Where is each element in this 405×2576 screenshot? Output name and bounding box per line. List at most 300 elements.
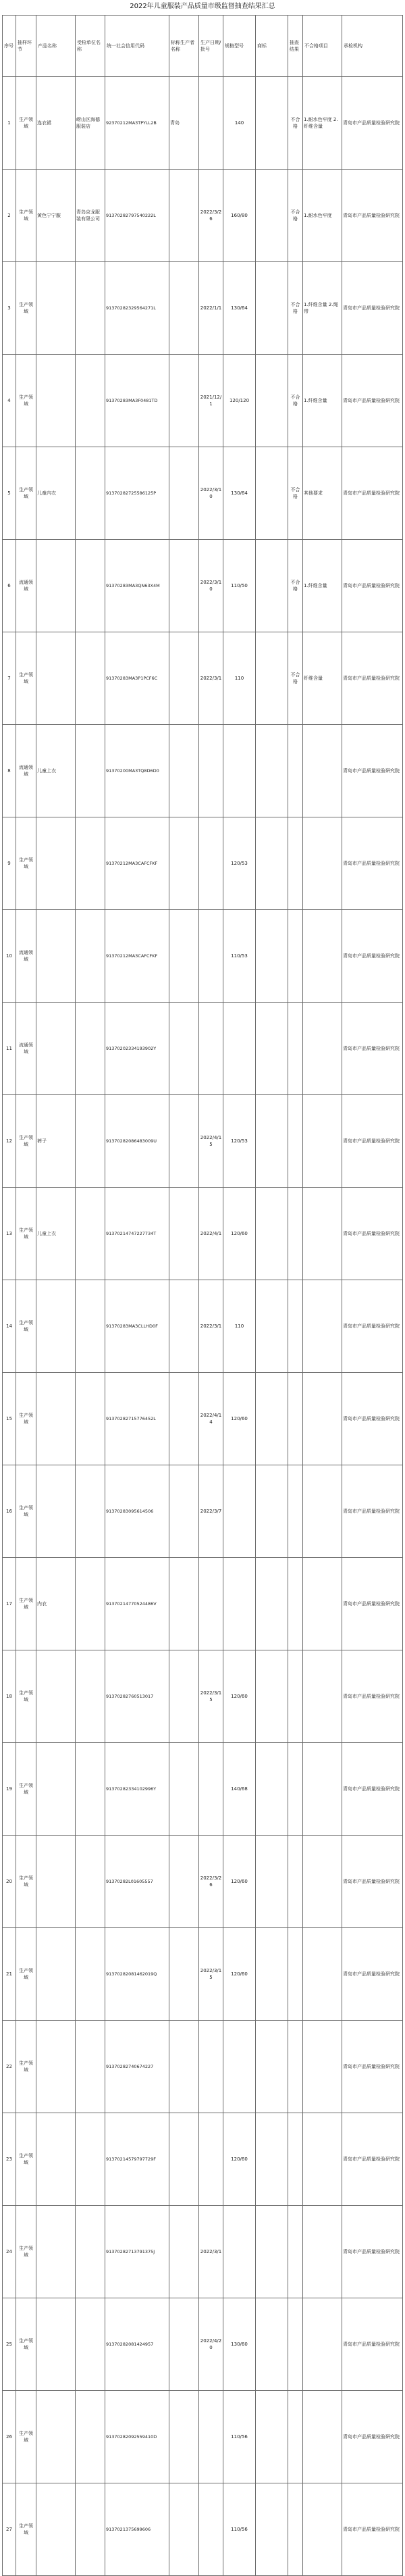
specification — [223, 1558, 256, 1650]
credit-code: 91370200MA3TQ8D6D0 — [105, 725, 169, 817]
trademark — [256, 2206, 288, 2298]
production-date: 2022/3/1 — [199, 632, 223, 725]
trademark — [256, 2021, 288, 2113]
testing-institution: 青岛市产品质量检验研究院 — [342, 77, 403, 170]
table-row — [3, 1465, 403, 1558]
nonconforming-items — [303, 1836, 342, 1928]
credit-code: 91370282092559410D — [105, 2391, 169, 2483]
nonconforming-items: 1.纤维含量 — [303, 355, 342, 447]
production-date — [199, 2391, 223, 2483]
table-row — [3, 1836, 403, 1928]
production-date: 2022/3/7 — [199, 1465, 223, 1558]
nonconforming-items — [303, 1743, 342, 1836]
testing-institution: 青岛市产品质量检验研究院 — [342, 2298, 403, 2391]
inspection-result — [288, 2113, 303, 2206]
sampling-stage: 流通领域 — [16, 725, 36, 817]
inspection-result — [288, 1650, 303, 1743]
nonconforming-items: 其他要求 — [303, 447, 342, 540]
trademark — [256, 2483, 288, 2576]
row-number: 7 — [3, 632, 16, 725]
credit-code: 91370212MA3CAFCFKF — [105, 910, 169, 1003]
inspection-result — [288, 2391, 303, 2483]
trademark — [256, 77, 288, 170]
production-date: 2022/4/20 — [199, 2298, 223, 2391]
inspected-company — [76, 1465, 105, 1558]
inspected-company — [76, 1373, 105, 1465]
production-date — [199, 2483, 223, 2576]
trademark — [256, 2391, 288, 2483]
inspected-company — [76, 1095, 105, 1188]
sampling-stage: 生产领域 — [16, 2483, 36, 2576]
product-name — [36, 262, 76, 355]
producer-name — [169, 1095, 199, 1188]
producer-name — [169, 1280, 199, 1373]
product-name — [36, 1280, 76, 1373]
testing-institution: 青岛市产品质量检验研究院 — [342, 632, 403, 725]
testing-institution: 青岛市产品质量检验研究院 — [342, 355, 403, 447]
nonconforming-items — [303, 1928, 342, 2021]
production-date — [199, 2113, 223, 2206]
nonconforming-items — [303, 1650, 342, 1743]
credit-code: 91370282L01605557 — [105, 1836, 169, 1928]
production-date: 2022/3/10 — [199, 540, 223, 632]
production-date: 2021/12/1 — [199, 355, 223, 447]
sampling-stage: 生产领域 — [16, 1928, 36, 2021]
nonconforming-items — [303, 2483, 342, 2576]
inspection-result: 不合格 — [288, 77, 303, 170]
table-row — [3, 447, 403, 540]
producer-name — [169, 170, 199, 262]
column-header: 产品名称 — [36, 16, 76, 77]
inspected-company — [76, 1003, 105, 1095]
inspected-company — [76, 1743, 105, 1836]
nonconforming-items: 纤维含量 — [303, 632, 342, 725]
inspection-result — [288, 2206, 303, 2298]
product-name — [36, 2391, 76, 2483]
testing-institution: 青岛市产品质量检验研究院 — [342, 2483, 403, 2576]
specification: 140/68 — [223, 1743, 256, 1836]
trademark — [256, 2298, 288, 2391]
row-number: 25 — [3, 2298, 16, 2391]
testing-institution: 青岛市产品质量检验研究院 — [342, 1928, 403, 2021]
nonconforming-items — [303, 2113, 342, 2206]
inspection-result: 不合格 — [288, 262, 303, 355]
inspection-result — [288, 910, 303, 1003]
producer-name — [169, 1188, 199, 1280]
production-date: 2022/1/1 — [199, 262, 223, 355]
product-name: 儿童上衣 — [36, 725, 76, 817]
inspected-company — [76, 1558, 105, 1650]
sampling-stage: 生产领域 — [16, 1743, 36, 1836]
credit-code: 91370283MA3P1PCF6C — [105, 632, 169, 725]
inspection-result — [288, 817, 303, 910]
specification: 110/56 — [223, 2483, 256, 2576]
table-row — [3, 2483, 403, 2576]
inspection-result: 不合格 — [288, 632, 303, 725]
inspected-company — [76, 447, 105, 540]
nonconforming-items — [303, 1280, 342, 1373]
inspected-company: 青岛京龙服装有限公司 — [76, 170, 105, 262]
column-header: 承检机构 — [342, 16, 403, 77]
trademark — [256, 1928, 288, 2021]
table-row — [3, 2021, 403, 2113]
sampling-stage: 生产领域 — [16, 2206, 36, 2298]
sampling-stage: 生产领域 — [16, 632, 36, 725]
specification: 120/60 — [223, 1928, 256, 2021]
production-date — [199, 1743, 223, 1836]
sampling-stage: 生产领域 — [16, 1188, 36, 1280]
sampling-stage: 生产领域 — [16, 262, 36, 355]
credit-code: 91370282086483009U — [105, 1095, 169, 1188]
product-name — [36, 1743, 76, 1836]
inspection-result — [288, 1373, 303, 1465]
row-number: 19 — [3, 1743, 16, 1836]
specification: 110/53 — [223, 910, 256, 1003]
trademark — [256, 2113, 288, 2206]
credit-code: 91370283MA3CLLHD0F — [105, 1280, 169, 1373]
page-title: 2022年儿童服装产品质量市级监督抽查结果汇总 — [130, 3, 275, 10]
producer-name — [169, 1928, 199, 2021]
inspection-result — [288, 2021, 303, 2113]
nonconforming-items — [303, 1373, 342, 1465]
sampling-stage: 生产领域 — [16, 817, 36, 910]
specification — [223, 1003, 256, 1095]
testing-institution: 青岛市产品质量检验研究院 — [342, 170, 403, 262]
table-row — [3, 170, 403, 262]
table-row — [3, 262, 403, 355]
row-number: 8 — [3, 725, 16, 817]
testing-institution: 青岛市产品质量检验研究院 — [342, 2206, 403, 2298]
inspected-company — [76, 355, 105, 447]
credit-code: 91370214770524486V — [105, 1558, 169, 1650]
specification — [223, 2021, 256, 2113]
inspection-result — [288, 1836, 303, 1928]
producer-name — [169, 2021, 199, 2113]
testing-institution: 青岛市产品质量检验研究院 — [342, 2113, 403, 2206]
nonconforming-items: 1.耐水色牢度 2.纤维含量 — [303, 77, 342, 170]
inspection-result — [288, 1558, 303, 1650]
sampling-stage: 生产领域 — [16, 2113, 36, 2206]
nonconforming-items — [303, 2391, 342, 2483]
credit-code: 91370282081462019Q — [105, 1928, 169, 2021]
row-number: 12 — [3, 1095, 16, 1188]
table-row — [3, 1928, 403, 2021]
inspected-company — [76, 2483, 105, 2576]
table-row — [3, 1188, 403, 1280]
row-number: 15 — [3, 1373, 16, 1465]
inspection-result — [288, 1280, 303, 1373]
specification: 120/60 — [223, 2113, 256, 2206]
product-name — [36, 1003, 76, 1095]
inspection-result: 不合格 — [288, 540, 303, 632]
specification: 120/60 — [223, 1650, 256, 1743]
inspected-company — [76, 540, 105, 632]
inspected-company — [76, 262, 105, 355]
column-header: 不合格项目 — [303, 16, 342, 77]
product-name: 黄色宁宁服 — [36, 170, 76, 262]
production-date — [199, 2021, 223, 2113]
credit-code: 91370282725586125P — [105, 447, 169, 540]
testing-institution: 青岛市产品质量检验研究院 — [342, 447, 403, 540]
testing-institution: 青岛市产品质量检验研究院 — [342, 1836, 403, 1928]
product-name — [36, 817, 76, 910]
credit-code: 91370282334102996Y — [105, 1743, 169, 1836]
production-date: 2022/3/1 — [199, 1280, 223, 1373]
trademark — [256, 1558, 288, 1650]
credit-code: 91370202334193902Y — [105, 1003, 169, 1095]
production-date: 2022/3/15 — [199, 1928, 223, 2021]
nonconforming-items: 1.耐水色牢度 — [303, 170, 342, 262]
sampling-stage: 生产领域 — [16, 447, 36, 540]
table-row — [3, 1650, 403, 1743]
results-table — [2, 15, 403, 2576]
inspected-company — [76, 2298, 105, 2391]
credit-code: 91370282760513017 — [105, 1650, 169, 1743]
row-number: 22 — [3, 2021, 16, 2113]
credit-code: 91370283MA3QN63X4M — [105, 540, 169, 632]
testing-institution: 青岛市产品质量检验研究院 — [342, 910, 403, 1003]
producer-name — [169, 447, 199, 540]
sampling-stage: 生产领域 — [16, 355, 36, 447]
specification: 160/80 — [223, 170, 256, 262]
product-name — [36, 355, 76, 447]
product-name: 连衣裙 — [36, 77, 76, 170]
row-number: 17 — [3, 1558, 16, 1650]
product-name — [36, 1465, 76, 1558]
table-row — [3, 2113, 403, 2206]
table-row — [3, 817, 403, 910]
inspection-result — [288, 725, 303, 817]
inspected-company — [76, 1836, 105, 1928]
column-header: 序号 — [3, 16, 16, 77]
row-number: 10 — [3, 910, 16, 1003]
inspection-result — [288, 1465, 303, 1558]
inspection-result: 不合格 — [288, 170, 303, 262]
producer-name — [169, 2206, 199, 2298]
specification — [223, 1465, 256, 1558]
product-name: 儿童上衣 — [36, 1188, 76, 1280]
testing-institution: 青岛市产品质量检验研究院 — [342, 817, 403, 910]
sampling-stage: 生产领域 — [16, 170, 36, 262]
inspection-result — [288, 1743, 303, 1836]
specification: 120/60 — [223, 1373, 256, 1465]
production-date — [199, 1003, 223, 1095]
trademark — [256, 1188, 288, 1280]
row-number: 24 — [3, 2206, 16, 2298]
inspection-result: 不合格 — [288, 355, 303, 447]
product-name — [36, 1928, 76, 2021]
table-row — [3, 1373, 403, 1465]
nonconforming-items — [303, 2021, 342, 2113]
trademark — [256, 1280, 288, 1373]
sampling-stage: 生产领域 — [16, 77, 36, 170]
testing-institution: 青岛市产品质量检验研究院 — [342, 262, 403, 355]
row-number: 9 — [3, 817, 16, 910]
sampling-stage: 流通领域 — [16, 540, 36, 632]
specification: 120/60 — [223, 1836, 256, 1928]
nonconforming-items — [303, 817, 342, 910]
production-date — [199, 77, 223, 170]
credit-code: 91370283MA3F0481TD — [105, 355, 169, 447]
inspected-company — [76, 2021, 105, 2113]
table-body — [3, 77, 403, 2576]
trademark — [256, 910, 288, 1003]
trademark — [256, 540, 288, 632]
inspection-result — [288, 1188, 303, 1280]
testing-institution: 青岛市产品质量检验研究院 — [342, 540, 403, 632]
row-number: 16 — [3, 1465, 16, 1558]
nonconforming-items — [303, 910, 342, 1003]
specification: 110 — [223, 632, 256, 725]
inspected-company — [76, 725, 105, 817]
producer-name — [169, 2113, 199, 2206]
inspection-result: 不合格 — [288, 447, 303, 540]
production-date: 2022/4/1 — [199, 1188, 223, 1280]
testing-institution: 青岛市产品质量检验研究院 — [342, 1095, 403, 1188]
credit-code: 91370282329564271L — [105, 262, 169, 355]
table-row — [3, 1558, 403, 1650]
inspected-company — [76, 1280, 105, 1373]
testing-institution: 青岛市产品质量检验研究院 — [342, 1373, 403, 1465]
table-header-row — [3, 16, 403, 77]
specification: 110 — [223, 1280, 256, 1373]
trademark — [256, 1743, 288, 1836]
producer-name: 青岛 — [169, 77, 199, 170]
production-date: 2022/3/10 — [199, 447, 223, 540]
credit-code: 91370214747227734T — [105, 1188, 169, 1280]
row-number: 4 — [3, 355, 16, 447]
specification: 140 — [223, 77, 256, 170]
specification: 130/64 — [223, 447, 256, 540]
producer-name — [169, 1558, 199, 1650]
specification: 110/56 — [223, 2391, 256, 2483]
sampling-stage: 生产领域 — [16, 1558, 36, 1650]
testing-institution: 青岛市产品质量检验研究院 — [342, 1465, 403, 1558]
table-row — [3, 632, 403, 725]
testing-institution: 青岛市产品质量检验研究院 — [342, 1003, 403, 1095]
producer-name — [169, 1743, 199, 1836]
production-date: 2022/3/15 — [199, 1650, 223, 1743]
table-row — [3, 2206, 403, 2298]
credit-code: 91370282713791375J — [105, 2206, 169, 2298]
nonconforming-items — [303, 1558, 342, 1650]
table-row — [3, 2298, 403, 2391]
credit-code: 91370282081424957 — [105, 2298, 169, 2391]
testing-institution: 青岛市产品质量检验研究院 — [342, 1558, 403, 1650]
testing-institution: 青岛市产品质量检验研究院 — [342, 725, 403, 817]
sampling-stage: 生产领域 — [16, 1373, 36, 1465]
testing-institution: 青岛市产品质量检验研究院 — [342, 1743, 403, 1836]
product-name — [36, 632, 76, 725]
product-name — [36, 540, 76, 632]
row-number: 26 — [3, 2391, 16, 2483]
producer-name — [169, 355, 199, 447]
row-number: 2 — [3, 170, 16, 262]
specification: 110/50 — [223, 540, 256, 632]
inspected-company — [76, 910, 105, 1003]
table-row — [3, 725, 403, 817]
inspected-company — [76, 632, 105, 725]
nonconforming-items: 1.纤维含量 — [303, 540, 342, 632]
producer-name — [169, 1836, 199, 1928]
producer-name — [169, 817, 199, 910]
specification: 130/64 — [223, 262, 256, 355]
sampling-stage: 生产领域 — [16, 2021, 36, 2113]
table-row — [3, 1743, 403, 1836]
producer-name — [169, 1465, 199, 1558]
document-page — [2, 3, 403, 2576]
trademark — [256, 355, 288, 447]
producer-name — [169, 910, 199, 1003]
product-name — [36, 2206, 76, 2298]
credit-code: 91370282715776452L — [105, 1373, 169, 1465]
credit-code: 91370214579797729F — [105, 2113, 169, 2206]
trademark — [256, 170, 288, 262]
inspection-result — [288, 2298, 303, 2391]
row-number: 18 — [3, 1650, 16, 1743]
trademark — [256, 632, 288, 725]
production-date — [199, 910, 223, 1003]
row-number: 23 — [3, 2113, 16, 2206]
credit-code: 91370283095614506 — [105, 1465, 169, 1558]
product-name — [36, 1373, 76, 1465]
sampling-stage: 生产领域 — [16, 1836, 36, 1928]
row-number: 20 — [3, 1836, 16, 1928]
nonconforming-items — [303, 1465, 342, 1558]
product-name — [36, 2021, 76, 2113]
producer-name — [169, 632, 199, 725]
specification: 120/120 — [223, 355, 256, 447]
column-header: 商标 — [256, 16, 288, 77]
inspection-result — [288, 1928, 303, 2021]
table-row — [3, 355, 403, 447]
producer-name — [169, 1373, 199, 1465]
column-header: 规格型号 — [223, 16, 256, 77]
column-header: 抽样环节 — [16, 16, 36, 77]
producer-name — [169, 1650, 199, 1743]
nonconforming-items — [303, 725, 342, 817]
credit-code: 91370282740674227 — [105, 2021, 169, 2113]
trademark — [256, 262, 288, 355]
product-name: 裤子 — [36, 1095, 76, 1188]
credit-code: 92370212MA3TPYLL2B — [105, 77, 169, 170]
nonconforming-items — [303, 1003, 342, 1095]
column-header: 生产日期/批号 — [199, 16, 223, 77]
trademark — [256, 817, 288, 910]
inspected-company — [76, 2391, 105, 2483]
production-date: 2022/4/14 — [199, 1373, 223, 1465]
production-date — [199, 817, 223, 910]
product-name — [36, 1650, 76, 1743]
producer-name — [169, 725, 199, 817]
sampling-stage: 生产领域 — [16, 1280, 36, 1373]
testing-institution: 青岛市产品质量检验研究院 — [342, 1650, 403, 1743]
product-name — [36, 2483, 76, 2576]
sampling-stage: 流通领域 — [16, 1003, 36, 1095]
production-date: 2022/3/1 — [199, 2206, 223, 2298]
trademark — [256, 1650, 288, 1743]
row-number: 6 — [3, 540, 16, 632]
table-row — [3, 1280, 403, 1373]
testing-institution: 青岛市产品质量检验研究院 — [342, 1280, 403, 1373]
table-row — [3, 1095, 403, 1188]
sampling-stage: 生产领域 — [16, 1650, 36, 1743]
sampling-stage: 生产领域 — [16, 2298, 36, 2391]
row-number: 11 — [3, 1003, 16, 1095]
production-date: 2022/3/26 — [199, 170, 223, 262]
specification — [223, 2206, 256, 2298]
producer-name — [169, 262, 199, 355]
